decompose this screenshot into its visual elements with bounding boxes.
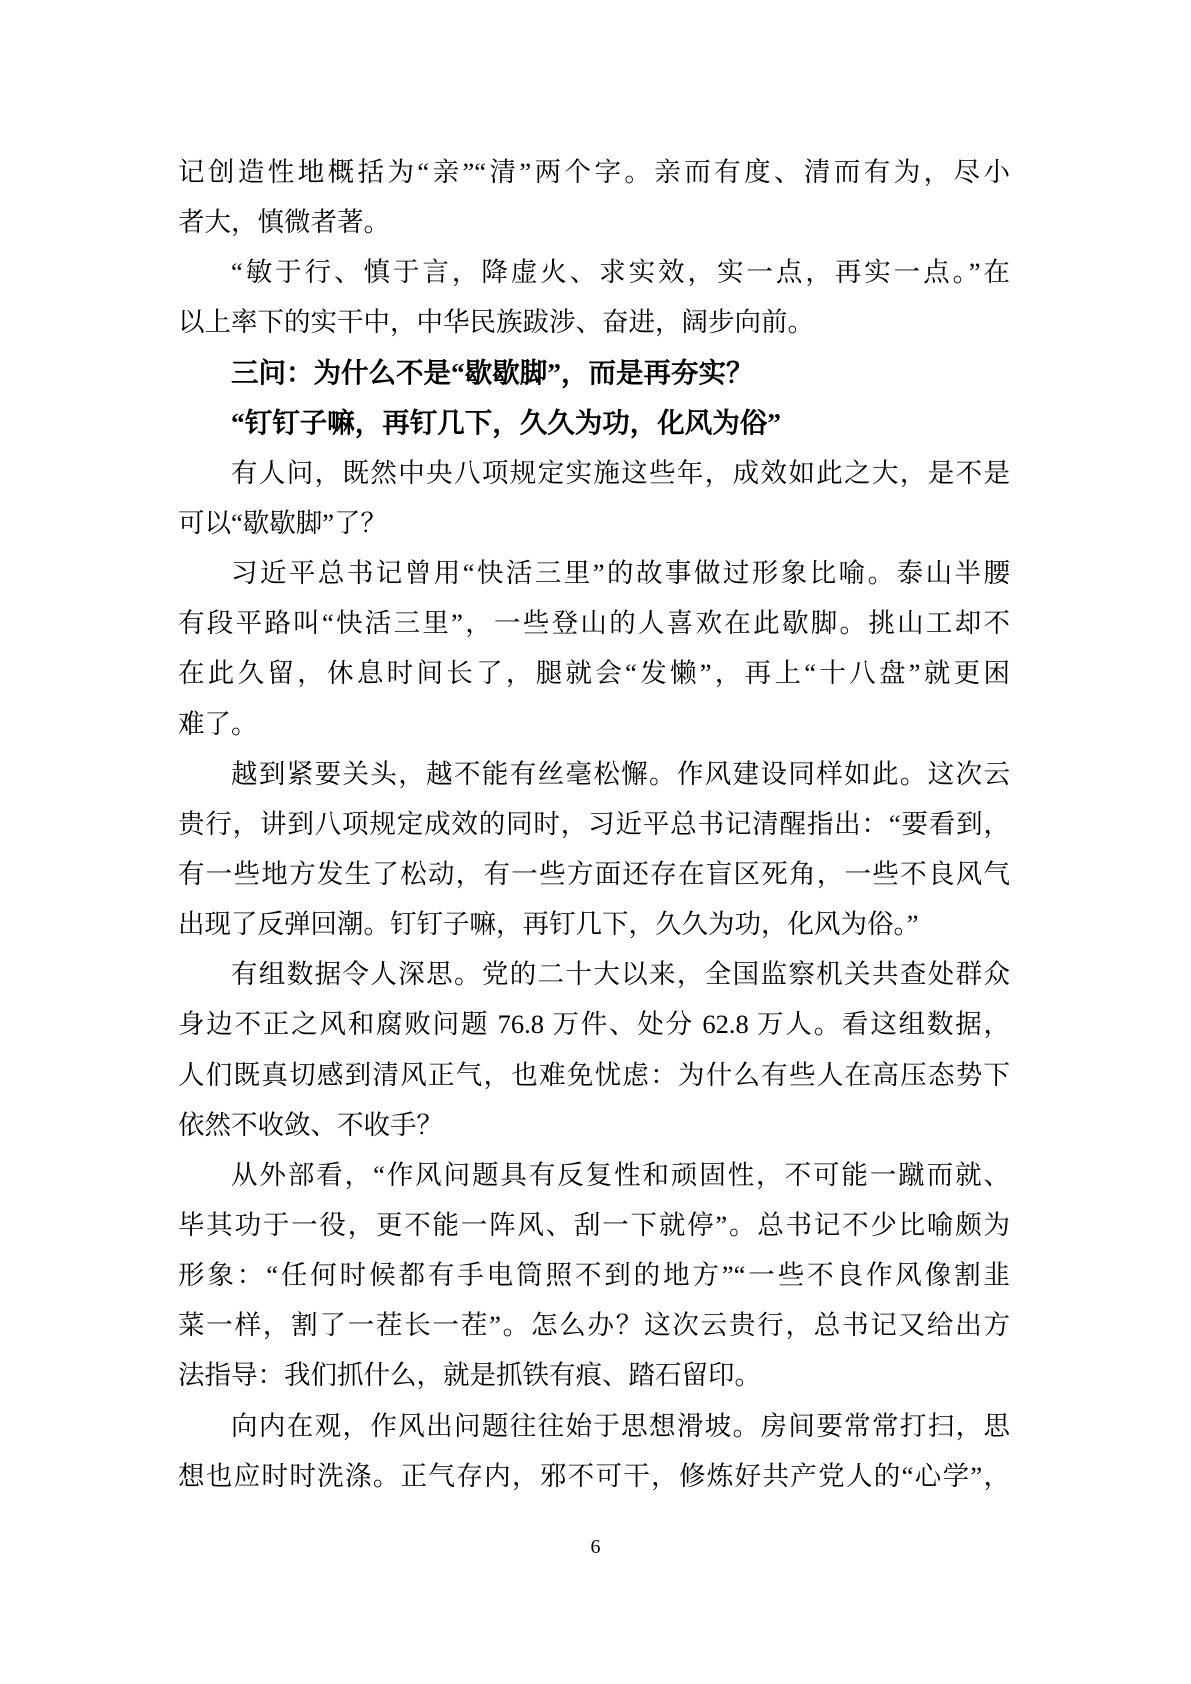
text-line: 人们既真切感到清风正气，也难免忧虑：为什么有些人在高压态势下 <box>178 1059 1010 1090</box>
page-number: 6 <box>590 1536 601 1558</box>
text-line: 记创造性地概括为“亲”“清”两个字。亲而有度、清而有为，尽小 <box>178 157 1010 187</box>
text-line: 可以“歇歇脚”了？ <box>178 507 388 538</box>
text-line: 有一些地方发生了松动，有一些方面还存在盲区死角，一些不良风气 <box>178 858 1010 889</box>
text-line: 身边不正之风和腐败问题 76.8 万件、处分 62.8 万人。看这组数据， <box>178 1009 1010 1040</box>
text-line: 者大，慎微者著。 <box>178 207 390 238</box>
text-line: 在此久留，休息时间长了，腿就会“发懒”，再上“十八盘”就更困 <box>178 658 1010 689</box>
page-body-text <box>178 147 1010 1501</box>
text-line: 有段平路叫“快活三里”，一些登山的人喜欢在此歇脚。挑山工却不 <box>178 608 1010 639</box>
text-line: 习近平总书记曾用“快活三里”的故事做过形象比喻。泰山半腰 <box>231 558 1010 589</box>
text-line: 形象：“任何时候都有手电筒照不到的地方”“一些不良作风像割韭 <box>178 1260 1010 1291</box>
text-line: 有人问，既然中央八项规定实施这些年，成效如此之大，是不是 <box>231 457 1010 488</box>
section-subheading: “钉钉子嘛，再钉几下，久久为功，化风为俗” <box>231 406 781 438</box>
text-line: 有组数据令人深思。党的二十大以来，全国监察机关共查处群众 <box>231 959 1010 990</box>
text-line: 毕其功于一役，更不能一阵风、刮一下就停”。总书记不少比喻颇为 <box>178 1209 1010 1240</box>
text-line: 菜一样，割了一茬长一茬”。怎么办？这次云贵行，总书记又给出方 <box>178 1310 1010 1341</box>
text-line: 难了。 <box>178 708 258 739</box>
text-line: 越到紧要关头，越不能有丝毫松懈。作风建设同样如此。这次云 <box>231 758 1010 789</box>
section-heading: 三问：为什么不是“歇歇脚”，而是再夯实？ <box>231 356 754 388</box>
text-line: 想也应时时洗涤。正气存内，邪不可干，修炼好共产党人的“心学”， <box>178 1460 1010 1491</box>
text-line: 贵行，讲到八项规定成效的同时，习近平总书记清醒指出：“要看到， <box>178 808 1010 839</box>
text-line: 法指导：我们抓什么，就是抓铁有痕、踏石留印。 <box>178 1360 761 1391</box>
text-line: 依然不收敛、不收手？ <box>178 1109 443 1140</box>
text-line: 从外部看，“作风问题具有反复性和顽固性，不可能一蹴而就、 <box>231 1159 1010 1190</box>
text-line: 出现了反弹回潮。钉钉子嘛，再钉几下，久久为功，化风为俗。” <box>178 909 919 940</box>
text-line: 向内在观，作风出问题往往始于思想滑坡。房间要常常打扫，思 <box>231 1410 1010 1441</box>
text-line: “敏于行、慎于言，降虚火、求实效，实一点，再实一点。”在 <box>231 257 1010 288</box>
text-line: 以上率下的实干中，中华民族跋涉、奋进，阔步向前。 <box>178 307 814 338</box>
